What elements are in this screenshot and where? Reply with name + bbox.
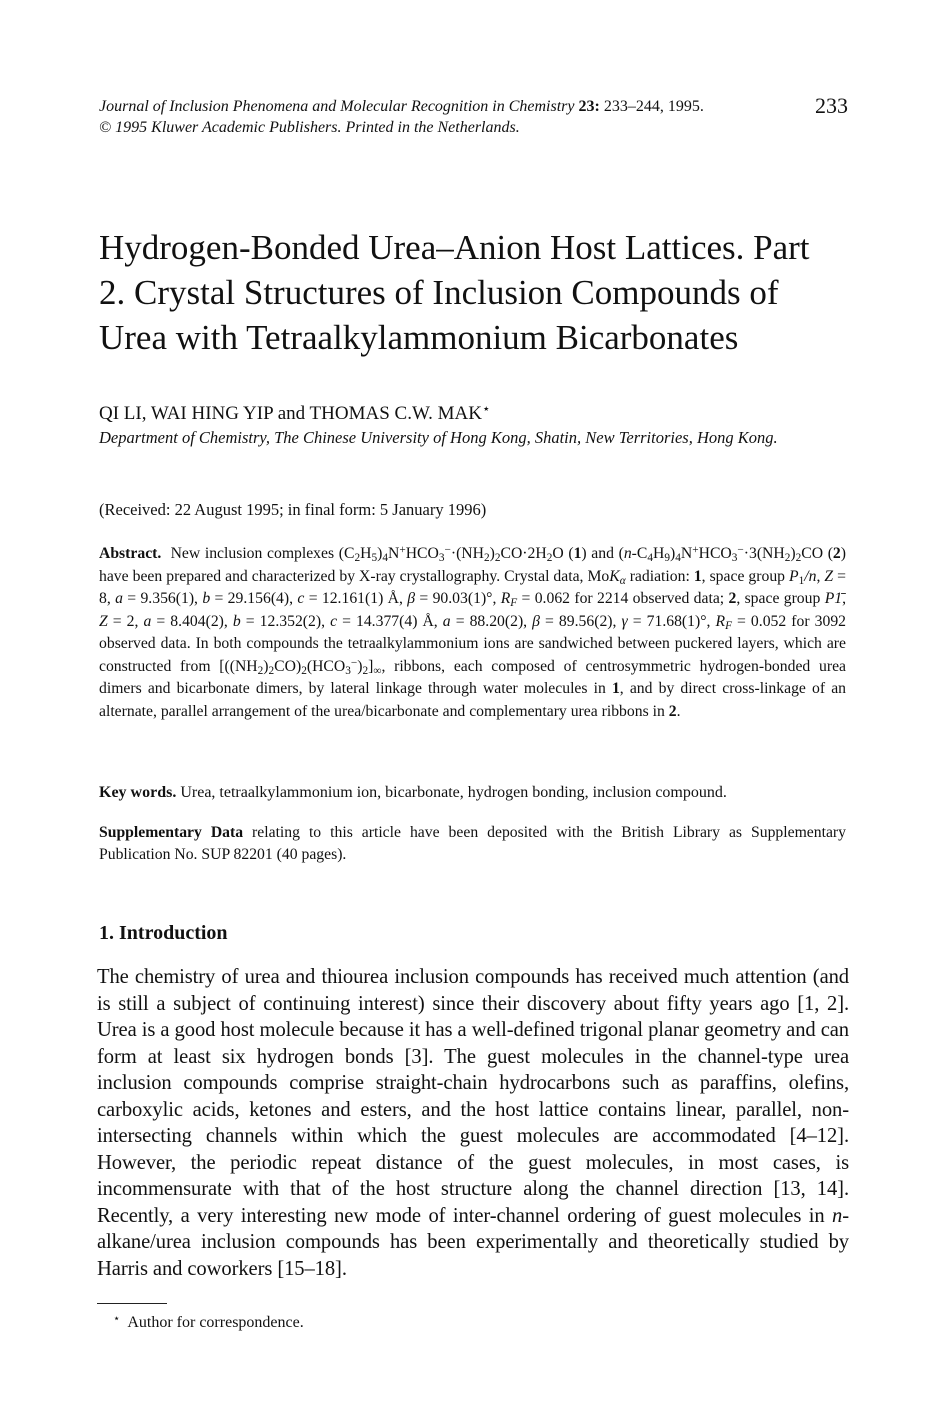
journal-citation: [99, 96, 759, 117]
footnote-text: Author for correspondence.: [127, 1314, 304, 1331]
affiliation: Department of Chemistry, The Chinese University of Hong Kong, Shatin, New Territories, Hong Kong.: [99, 428, 778, 447]
supplementary-label: Supplementary Data: [99, 824, 244, 841]
footnote-mark: ⋆: [113, 1312, 121, 1325]
author-names: QI LI, WAI HING YIP and THOMAS C.W. MAK: [99, 403, 482, 424]
author-list: [99, 402, 849, 426]
abstract-label: Abstract.: [99, 545, 162, 562]
title-line-2: 2. Crystal Structures of Inclusion Compounds of: [99, 273, 779, 312]
footnote: [113, 1312, 613, 1333]
title-line-3: Urea with Tetraalkylammonium Bicarbonates: [99, 318, 739, 357]
keywords-label: Key words.: [99, 784, 177, 801]
running-header: [99, 96, 759, 138]
journal-volume: 23:: [578, 98, 600, 115]
copyright-line: © 1995 Kluwer Academic Publishers. Printed in the Netherlands.: [99, 119, 520, 136]
supplementary-data-note: [99, 822, 846, 865]
keywords: [99, 782, 846, 803]
keywords-text: Urea, tetraalkylammonium ion, bicarbonate, hydrogen bonding, inclusion compound.: [176, 784, 727, 801]
journal-pages-year: 233–244, 1995.: [603, 98, 704, 115]
footnote-rule: [97, 1303, 167, 1304]
journal-name: Journal of Inclusion Phenomena and Molecular Recognition in Chemistry: [99, 98, 575, 115]
received-dates: (Received: 22 August 1995; in final form: 5 January 1996): [99, 500, 487, 519]
page-number: 233: [815, 93, 848, 118]
introduction-paragraph: The chemistry of urea and thiourea inclusion compounds has received much attention (and is still a subject of continuing interest) since their discovery about fifty years ago [1, 2]. Urea is a good host molecule because it has a well-defined trigonal planar geometry and can form at least six hydrogen bonds [3]. The guest molecules in the channel-type urea inclusion compounds comprise straight-chain hydrocarbons such as paraffins, olefins, carboxylic acids, ketones and esters, and the host lattice contains linear, parallel, non-intersecting channels within which the guest molecules are accommodated [4–12]. However, the periodic repeat distance of the guest molecules, in most cases, is incommensurate with that of the host structure along the channel direction [13, 14]. Recently, a very interesting new mode of inter-channel ordering of guest molecules in n-alkane/urea inclusion compounds has been experimentally and theoretically studied by Harris and coworkers [15–18].: [97, 966, 849, 1280]
abstract: Abstract. New inclusion complexes $(C_2H_5)_4N^+HCO_3^-\cdot(NH_2)_2CO\cdot 2H_2O$ (1) and $(n-C_4H_9)_4N^+HCO_3^-\cdot 3(NH_2)_2CO$ (2) have been prepared and characterized by X-ray crystallography. Crystal data, MoK$_\alpha$ radiation: 1, space group $P_1/n$, Z = 8, a = 9.356(1), b = 29.156(4), c = 12.161(1) Å, β = 90.03(1)°, $R_F = 0.062$ for 2214 observed data; 2, space group P1̄, Z = 2, a = 8.404(2), b = 12.352(2), c = 14.377(4) Å, a = 88.20(2), β = 89.56(2), γ = 71.68(1)°, $R_F = 0.052$ for 3092 observed data. In both compounds the tetraalkylammonium ions are sandwiched between puckered layers, which are constructed from $[((NH_2)_2CO)_2(HCO_3^-)_2]_\infty$, ribbons, each composed of centrosymmetric hydrogen-bonded urea dimers and bicarbonate dimers, by lateral linkage through water molecules in 1, and by direct cross-linkage of an alternate, parallel arrangement of the urea/bicarbonate and complementary urea ribbons in 2.: [99, 543, 847, 720]
correspondence-mark: ⋆: [481, 400, 491, 416]
supplementary-text: relating to this article have been deposited with the British Library as Supplementary Publication No. SUP 82201 (40 pages).: [99, 824, 846, 863]
title-line-1: Hydrogen-Bonded Urea–Anion Host Lattices. Part: [99, 228, 810, 267]
section-heading: 1. Introduction: [99, 922, 228, 944]
article-title: [99, 225, 849, 360]
